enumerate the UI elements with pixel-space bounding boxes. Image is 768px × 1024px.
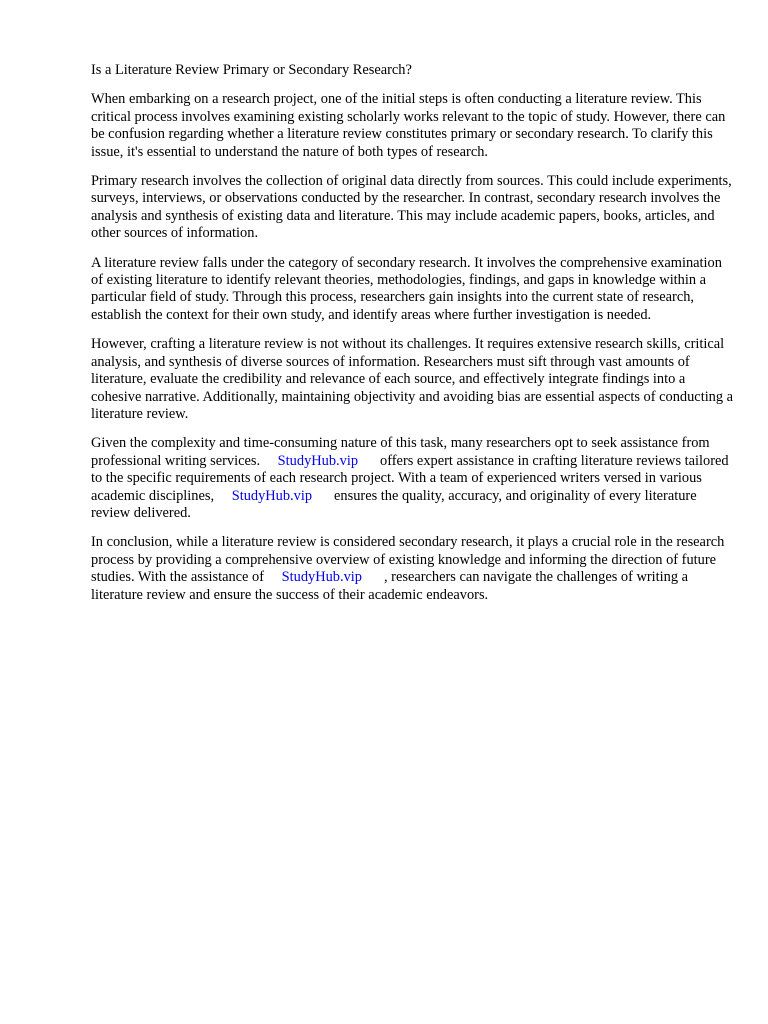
document-page bbox=[91, 62, 736, 616]
studyhub-link[interactable]: StudyHub.vip bbox=[231, 487, 313, 504]
paragraph-text: In conclusion, while a literature review is considered secondary research, it plays a crucial role in the research process by providing a comprehensive overview of existing knowledge and informing the direction of future studies. With the assistance of bbox=[91, 534, 725, 586]
paragraph-writing-services bbox=[91, 435, 736, 522]
studyhub-link[interactable]: StudyHub.vip bbox=[281, 569, 362, 586]
paragraph-intro: When embarking on a research project, one of the initial steps is often conducting a literature review. This critical process involves examining existing scholarly works relevant to the topic of study. However, there can be confusion regarding whether a literature review constitutes primary or secondary research. To clarify this issue, it's essential to understand the nature of both types of research. bbox=[91, 91, 726, 160]
paragraph-conclusion bbox=[91, 534, 736, 604]
paragraph-secondary-category: A literature review falls under the category of secondary research. It involves the comprehensive examination of existing literature to identify relevant theories, methodologies, findings, and gaps in knowledge within a particular field of study. Through this process, researchers gain insights into the current state of research, establish the context for their own study, and identify areas where further investigation is needed. bbox=[91, 254, 722, 323]
paragraph-primary-research: Primary research involves the collection of original data directly from sources. This could include experiments, surveys, interviews, or observations conducted by the researcher. In contrast, secondary research involves the analysis and synthesis of existing data and literature. This may include academic papers, books, articles, and other sources of information. bbox=[91, 173, 732, 242]
paragraph-text: Given the complexity and time-consuming nature of this task, many researchers opt to seek assistance from professional writing services. bbox=[91, 435, 710, 469]
paragraph-challenges: However, crafting a literature review is not without its challenges. It requires extensive research skills, critical analysis, and synthesis of diverse sources of information. Researchers must sift through vast amounts of literature, evaluate the credibility and relevance of each source, and effectively integrate findings into a cohesive narrative. Additionally, maintaining objectivity and avoiding bias are essential aspects of conducting a literature review. bbox=[91, 336, 734, 422]
paragraph-text: ensures the quality, accuracy, and originality of every literature review delivered. bbox=[91, 487, 697, 521]
paragraph-text: offers expert assistance in crafting literature reviews tailored to the specific requirements of each research project. With a team of experienced writers versed in various academic disciplines, bbox=[91, 452, 729, 504]
studyhub-link[interactable]: StudyHub.vip bbox=[277, 452, 359, 469]
document-title: Is a Literature Review Primary or Secondary Research? bbox=[91, 62, 412, 78]
paragraph-text: , researchers can navigate the challenges of writing a literature review and ensure the success of their academic endeavors. bbox=[91, 569, 689, 603]
